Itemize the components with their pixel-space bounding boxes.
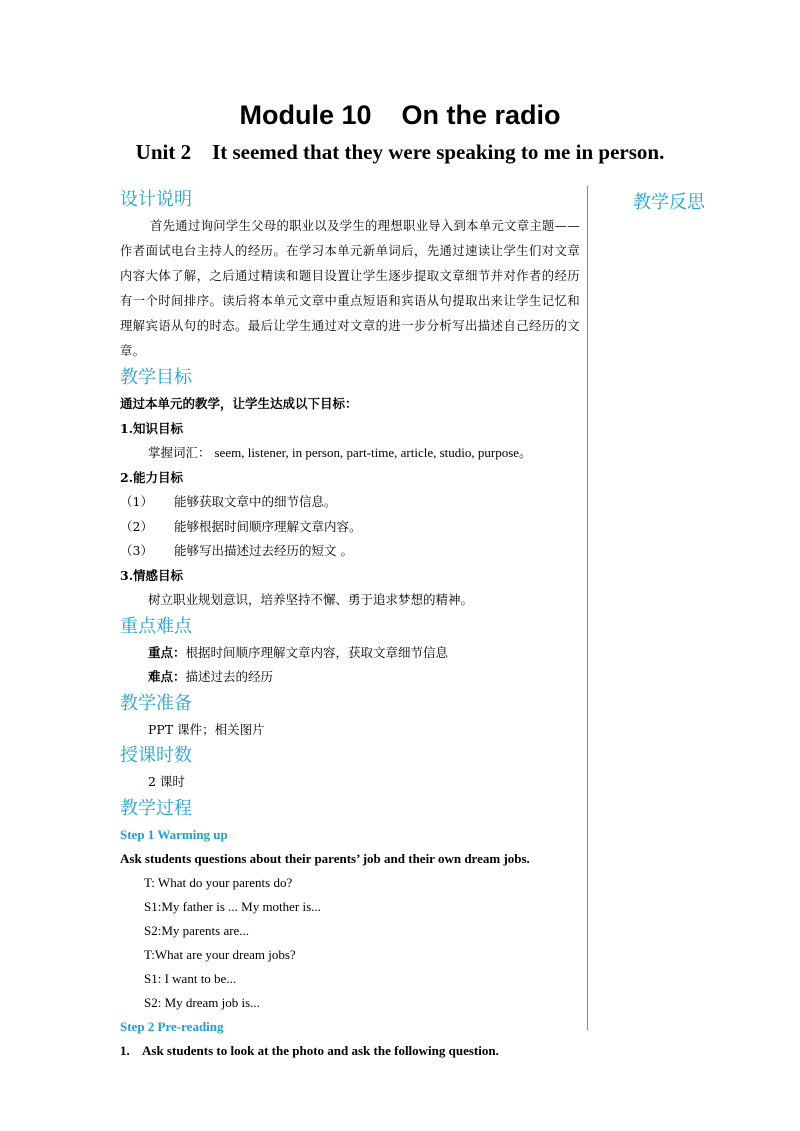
knowledge-words: seem, listener, in person, part-time, article, studio, purpose。 (214, 445, 533, 460)
dialog-line: S1:My father is ... My mother is... (144, 899, 321, 914)
column-divider (587, 186, 588, 1030)
hours-heading: 授课时数 (120, 745, 192, 766)
ability-item (120, 539, 580, 564)
step1-heading: Step 1 Warming up (120, 826, 228, 842)
dialog-line: S2: My dream job is... (144, 995, 260, 1010)
step2-item-number: 1. (120, 1043, 130, 1058)
dialog-line: S1: I want to be... (144, 971, 237, 986)
main-column (120, 186, 580, 1064)
step2-item (120, 1039, 580, 1064)
dialog-line: S2:My parents are... (144, 923, 250, 938)
knowledge-prefix: 掌握词汇： (148, 445, 211, 460)
key-text: 根据时间顺序理解文章内容，获取文章细节信息 (185, 644, 449, 660)
ability-item-text: 能够获取文章中的细节信息。 (174, 494, 337, 509)
ability-item (120, 515, 580, 540)
dialog-line: T: What do your parents do? (144, 875, 293, 890)
prep-text: PPT 课件；相关图片 (148, 721, 265, 737)
emotion-title: 3.情感目标 (120, 567, 184, 583)
ability-item-text: 能够写出描述过去经历的短文 。 (174, 543, 353, 558)
dialog-line: T:What are your dream jobs? (144, 947, 296, 962)
difficulty-text: 描述过去的经历 (185, 669, 274, 684)
goals-heading: 教学目标 (120, 367, 192, 388)
key-point-line (120, 641, 580, 666)
reflection-heading: 教学反思 (633, 192, 705, 213)
difficulty-line (120, 665, 580, 690)
ability-item-number: （3） (120, 543, 153, 558)
keypoints-heading: 重点难点 (120, 615, 192, 637)
key-label: 重点： (148, 644, 186, 660)
knowledge-title: 1.知识目标 (120, 420, 184, 436)
step1-intro: Ask students questions about their parents’ job and their own dream jobs. (120, 850, 530, 866)
ability-item-number: （1） (120, 494, 153, 509)
unit-subtitle: Unit 2 It seemed that they were speaking to me in person. (135, 140, 665, 164)
design-heading: 设计说明 (120, 189, 192, 210)
hours-text: 2 课时 (148, 774, 185, 789)
knowledge-line (120, 441, 580, 466)
ability-item-text: 能够根据时间顺序理解文章内容。 (174, 518, 362, 534)
design-paragraph: 首先通过询问学生父母的职业以及学生的理想职业导入到本单元文章主题——作者面试电台主持人的经历。在学习本单元新单词后，先通过速读让学生们对文章内容大体了解，之后通过精读和题目设置让学生逐步提取文章细节并对作者的经历有一个时间排序。读后将本单元文章中重点短语和宾语从句提取出来让学生记忆和理解宾语从句的时态。最后让学生通过对文章的进一步分析写出描述自己经历的文章。 (120, 219, 580, 358)
ability-item-number: （2） (120, 518, 153, 534)
emotion-text: 树立职业规划意识，培养坚持不懈、勇于追求梦想的精神。 (148, 592, 474, 607)
ability-item (120, 490, 580, 515)
module-title: Module 10 On the radio (239, 100, 561, 130)
process-heading: 教学过程 (120, 797, 192, 819)
goals-intro: 通过本单元的教学，让学生达成以下目标： (120, 396, 358, 411)
prep-heading: 教学准备 (120, 692, 192, 714)
difficulty-label: 难点： (148, 669, 186, 684)
step2-heading: Step 2 Pre-reading (120, 1019, 224, 1034)
step2-item-text: Ask students to look at the photo and ask the following question. (142, 1043, 499, 1058)
ability-title: 2.能力目标 (120, 469, 184, 485)
